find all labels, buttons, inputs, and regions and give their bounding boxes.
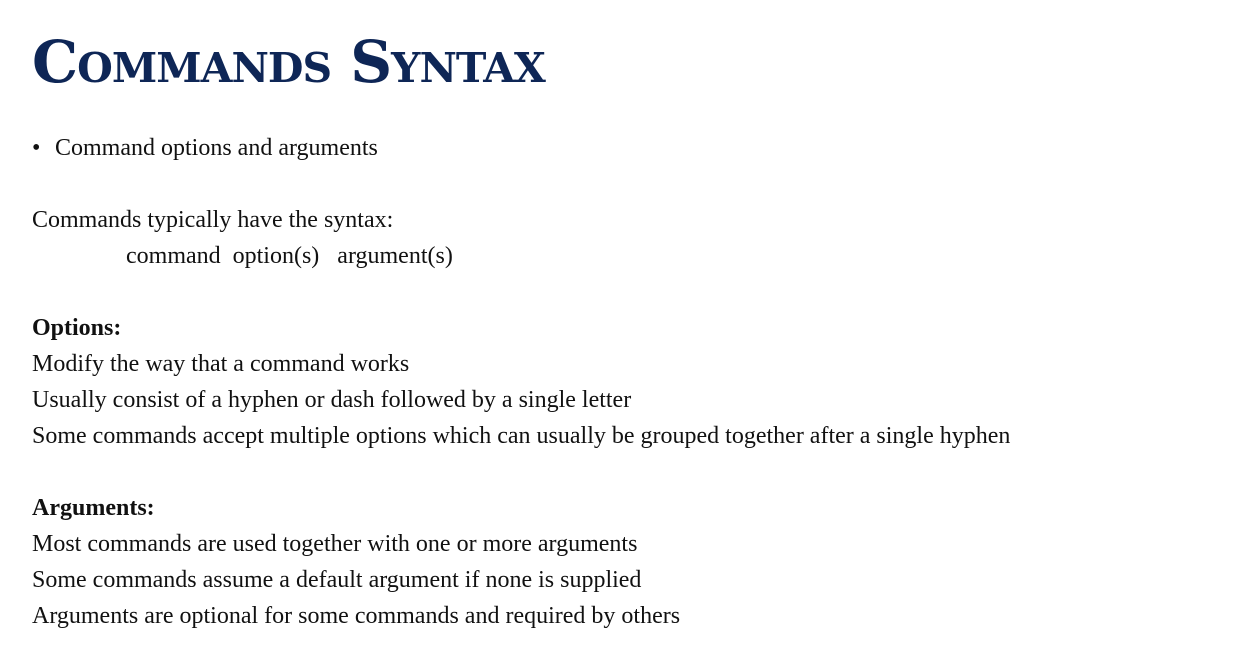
slide-title: Commands Syntax: [32, 28, 545, 96]
syntax-intro: Commands typically have the syntax:: [32, 207, 394, 233]
arguments-line: Most commands are used together with one or more arguments: [32, 531, 638, 557]
options-heading: Options:: [32, 315, 122, 341]
bullet-text: Command options and arguments: [55, 135, 378, 161]
options-line: Modify the way that a command works: [32, 351, 410, 377]
arguments-heading: Arguments:: [32, 495, 155, 521]
arguments-line: Arguments are optional for some commands and required by others: [32, 603, 681, 629]
syntax-example: command option(s) argument(s): [126, 243, 453, 269]
arguments-line: Some commands assume a default argument if none is supplied: [32, 567, 642, 593]
options-line: Usually consist of a hyphen or dash followed by a single letter: [32, 387, 632, 413]
options-line: Some commands accept multiple options which can usually be grouped together after a single hyphen: [32, 423, 1011, 449]
bullet-icon: •: [32, 135, 41, 161]
bullet-item: [32, 133, 378, 163]
